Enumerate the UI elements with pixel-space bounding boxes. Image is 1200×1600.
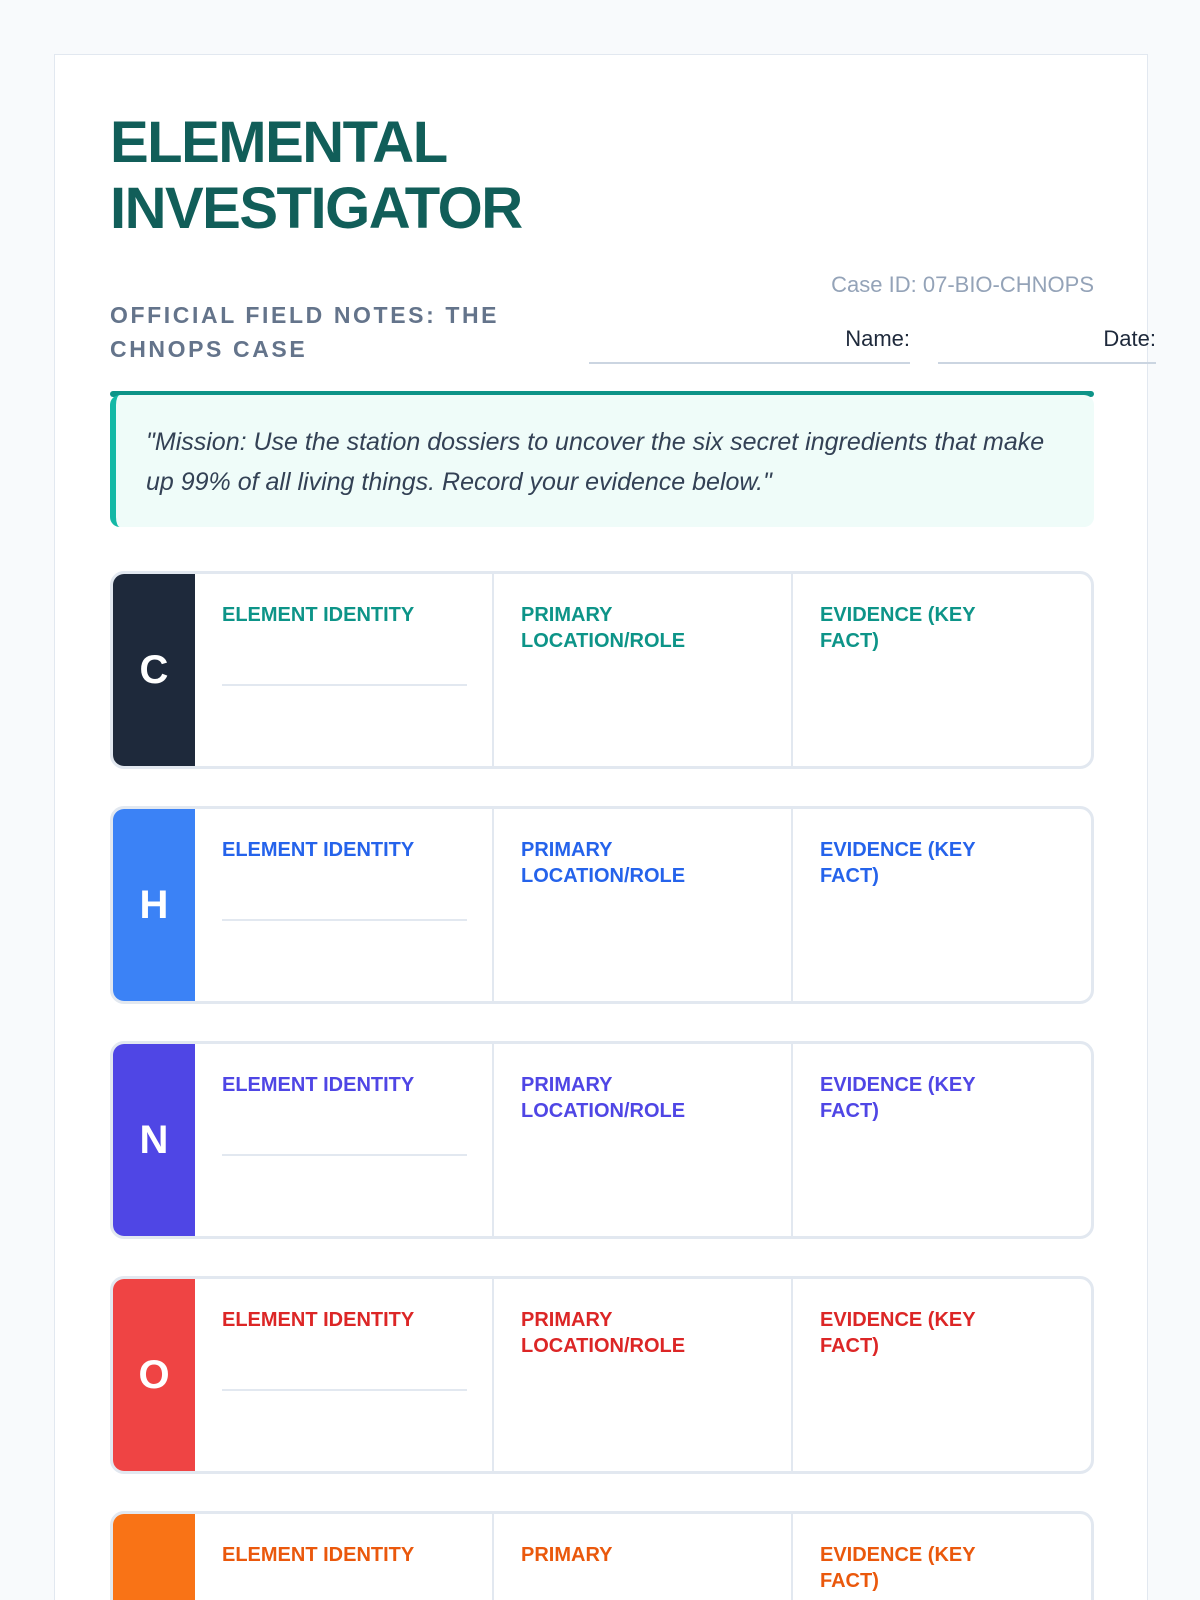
- element-card: [110, 1041, 1094, 1239]
- name-label: Name:: [845, 326, 910, 351]
- location-column[interactable]: [494, 1514, 793, 1600]
- element-symbol-tab: H: [113, 809, 195, 1001]
- location-column-label: PRIMARY LOCATION/ROLE: [521, 604, 686, 652]
- location-column-label: PRIMARY: [521, 1544, 613, 1566]
- identity-column[interactable]: [195, 1279, 494, 1471]
- evidence-column[interactable]: [793, 1279, 1091, 1471]
- name-field[interactable]: [589, 324, 910, 364]
- evidence-column-label: EVIDENCE (KEY FACT): [820, 839, 976, 887]
- evidence-column[interactable]: [793, 1044, 1091, 1236]
- evidence-column-label: EVIDENCE (KEY FACT): [820, 1544, 976, 1592]
- element-symbol-tab: [113, 1514, 195, 1600]
- identity-column[interactable]: [195, 574, 494, 766]
- evidence-column-label: EVIDENCE (KEY FACT): [820, 1309, 976, 1357]
- location-column-label: PRIMARY LOCATION/ROLE: [521, 1074, 686, 1122]
- element-symbol-tab: O: [113, 1279, 195, 1471]
- evidence-column[interactable]: [793, 574, 1091, 766]
- element-symbol-tab: N: [113, 1044, 195, 1236]
- location-column-label: PRIMARY LOCATION/ROLE: [521, 1309, 686, 1357]
- evidence-column[interactable]: [793, 1514, 1091, 1600]
- evidence-column-label: EVIDENCE (KEY FACT): [820, 1074, 976, 1122]
- title-line-1: ELEMENTAL: [110, 110, 447, 175]
- element-card: [110, 1511, 1094, 1600]
- identity-column-label: ELEMENT IDENTITY: [222, 1309, 415, 1331]
- page-subtitle: OFFICIAL FIELD NOTES: THE CHNOPS CASE: [110, 302, 500, 362]
- location-column[interactable]: [494, 574, 793, 766]
- identity-column-label: ELEMENT IDENTITY: [222, 1544, 415, 1566]
- location-column[interactable]: [494, 1279, 793, 1471]
- evidence-column[interactable]: [793, 809, 1091, 1001]
- location-column-label: PRIMARY LOCATION/ROLE: [521, 839, 686, 887]
- element-card: [110, 571, 1094, 769]
- date-label: Date:: [1103, 326, 1156, 351]
- identity-column-label: ELEMENT IDENTITY: [222, 604, 415, 626]
- identity-write-line: [222, 919, 467, 921]
- identity-write-line: [222, 1154, 467, 1156]
- element-card: [110, 1276, 1094, 1474]
- location-column[interactable]: [494, 1044, 793, 1236]
- page-title: [110, 110, 590, 242]
- worksheet-header: [110, 110, 1156, 398]
- mission-callout: "Mission: Use the station dossiers to uncover the six secret ingredients that make up 99% of all living things. Record your evidence below.": [110, 395, 1094, 527]
- identity-column-label: ELEMENT IDENTITY: [222, 839, 415, 861]
- title-line-2: INVESTIGATOR: [110, 176, 522, 241]
- date-field[interactable]: [938, 324, 1156, 364]
- case-id: Case ID: 07-BIO-CHNOPS: [831, 272, 1094, 297]
- worksheet-page: [54, 54, 1156, 1600]
- evidence-column-label: EVIDENCE (KEY FACT): [820, 604, 976, 652]
- identity-column[interactable]: [195, 1514, 494, 1600]
- identity-write-line: [222, 684, 467, 686]
- element-card: [110, 806, 1094, 1004]
- identity-column[interactable]: [195, 1044, 494, 1236]
- identity-column[interactable]: [195, 809, 494, 1001]
- identity-write-line: [222, 1389, 467, 1391]
- element-symbol-tab: C: [113, 574, 195, 766]
- location-column[interactable]: [494, 809, 793, 1001]
- identity-column-label: ELEMENT IDENTITY: [222, 1074, 415, 1096]
